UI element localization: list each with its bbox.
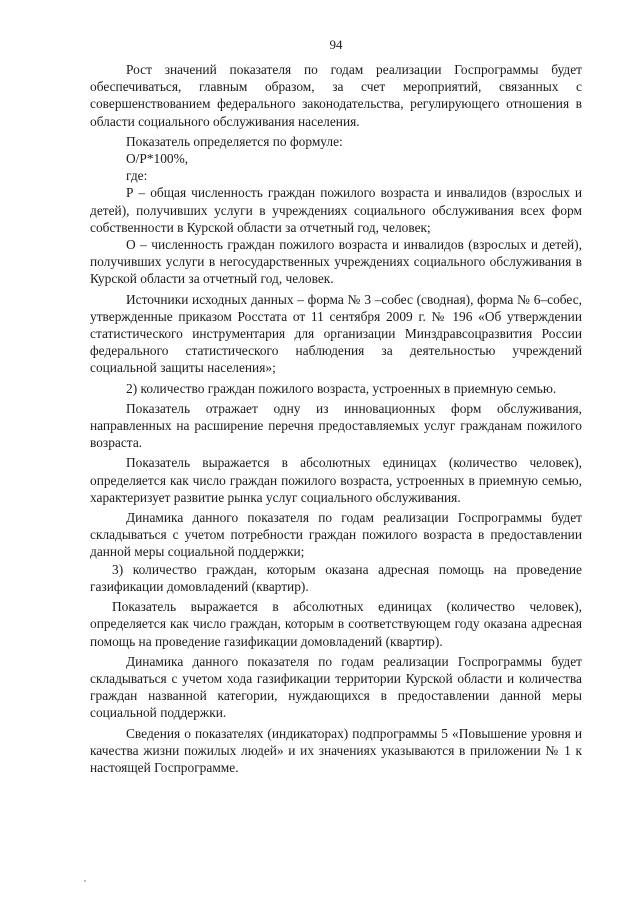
data-sources: Источники исходных данных – форма № 3 –собес (сводная), форма № 6–собес, утвержденные приказом Росстата от 11 сентября 2009 г. № 196 «Об утверждении статистического инструментария для организации Минздравсоцразвития России федерального статистического наблюдения за деятельностью учреждений социальной защиты населения»; bbox=[90, 291, 582, 376]
document-body bbox=[90, 61, 582, 776]
formula-where: где: bbox=[126, 168, 148, 184]
formula: О/Р*100%, bbox=[126, 151, 189, 167]
paragraph-indicator-3-units: Показатель выражается в абсолютных единицах (количество человек), определяется как число граждан, которым в соответствующем году оказана адресная помощь на проведение газификации домовладений (квартир). bbox=[90, 599, 582, 649]
paragraph-indicator-2-description: Показатель отражает одну из инновационных форм обслуживания, направленных на расширение перечня предоставляемых услуг гражданам пожилого возраста. bbox=[90, 400, 582, 451]
formula-intro: Показатель определяется по формуле: bbox=[126, 133, 343, 149]
paragraph-appendix-reference: Сведения о показателях (индикаторах) подпрограммы 5 «Повышение уровня и качества жизни пожилых людей» и их значениях указываются в приложении № 1 к настоящей Госпрограмме. bbox=[90, 725, 582, 775]
paragraph-indicator-2-units: Показатель выражается в абсолютных единицах (количество человек), определяется как число граждан пожилого возраста, устроенных в приемную семью, характеризует развитие рынка услуг социального обслуживания. bbox=[90, 455, 582, 505]
paragraph-indicator-2-dynamics: Динамика данного показателя по годам реализации Госпрограммы будет складываться с учетом потребности граждан пожилого возраста в предоставлении данной меры социальной поддержки; bbox=[90, 510, 582, 560]
indicator-3: 3) количество граждан, которым оказана адресная помощь на проведение газификации домовладений (квартир). bbox=[90, 561, 582, 594]
paragraph-indicator-3-dynamics: Динамика данного показателя по годам реализации Госпрограммы будет складываться с учетом хода газификации территории Курской области и количества граждан названной категории, нуждающихся в предоставлении данной меры социальной поддержки. bbox=[90, 653, 582, 721]
definition-o: О – численность граждан пожилого возраста и инвалидов (взрослых и детей), получивших услуги в негосударственных учреждениях социального обслуживания в Курской области за отчетный год, человек. bbox=[90, 237, 582, 287]
scan-speck bbox=[84, 880, 86, 882]
definition-p: Р – общая численность граждан пожилого возраста и инвалидов (взрослых и детей), получивших услуги в учреждениях социального обслуживания всех форм собственности в Курской области за отчетный год, человек; bbox=[90, 185, 582, 235]
indicator-2: 2) количество граждан пожилого возраста, устроенных в приемную семью. bbox=[126, 380, 557, 396]
paragraph-1: Рост значений показателя по годам реализации Госпрограммы будет обеспечиваться, главным образом, за счет мероприятий, связанных с совершенствованием федерального законодательства, регулирующего отношения в области социального обслуживания населения. bbox=[90, 62, 582, 129]
page-number: 94 bbox=[329, 37, 343, 52]
